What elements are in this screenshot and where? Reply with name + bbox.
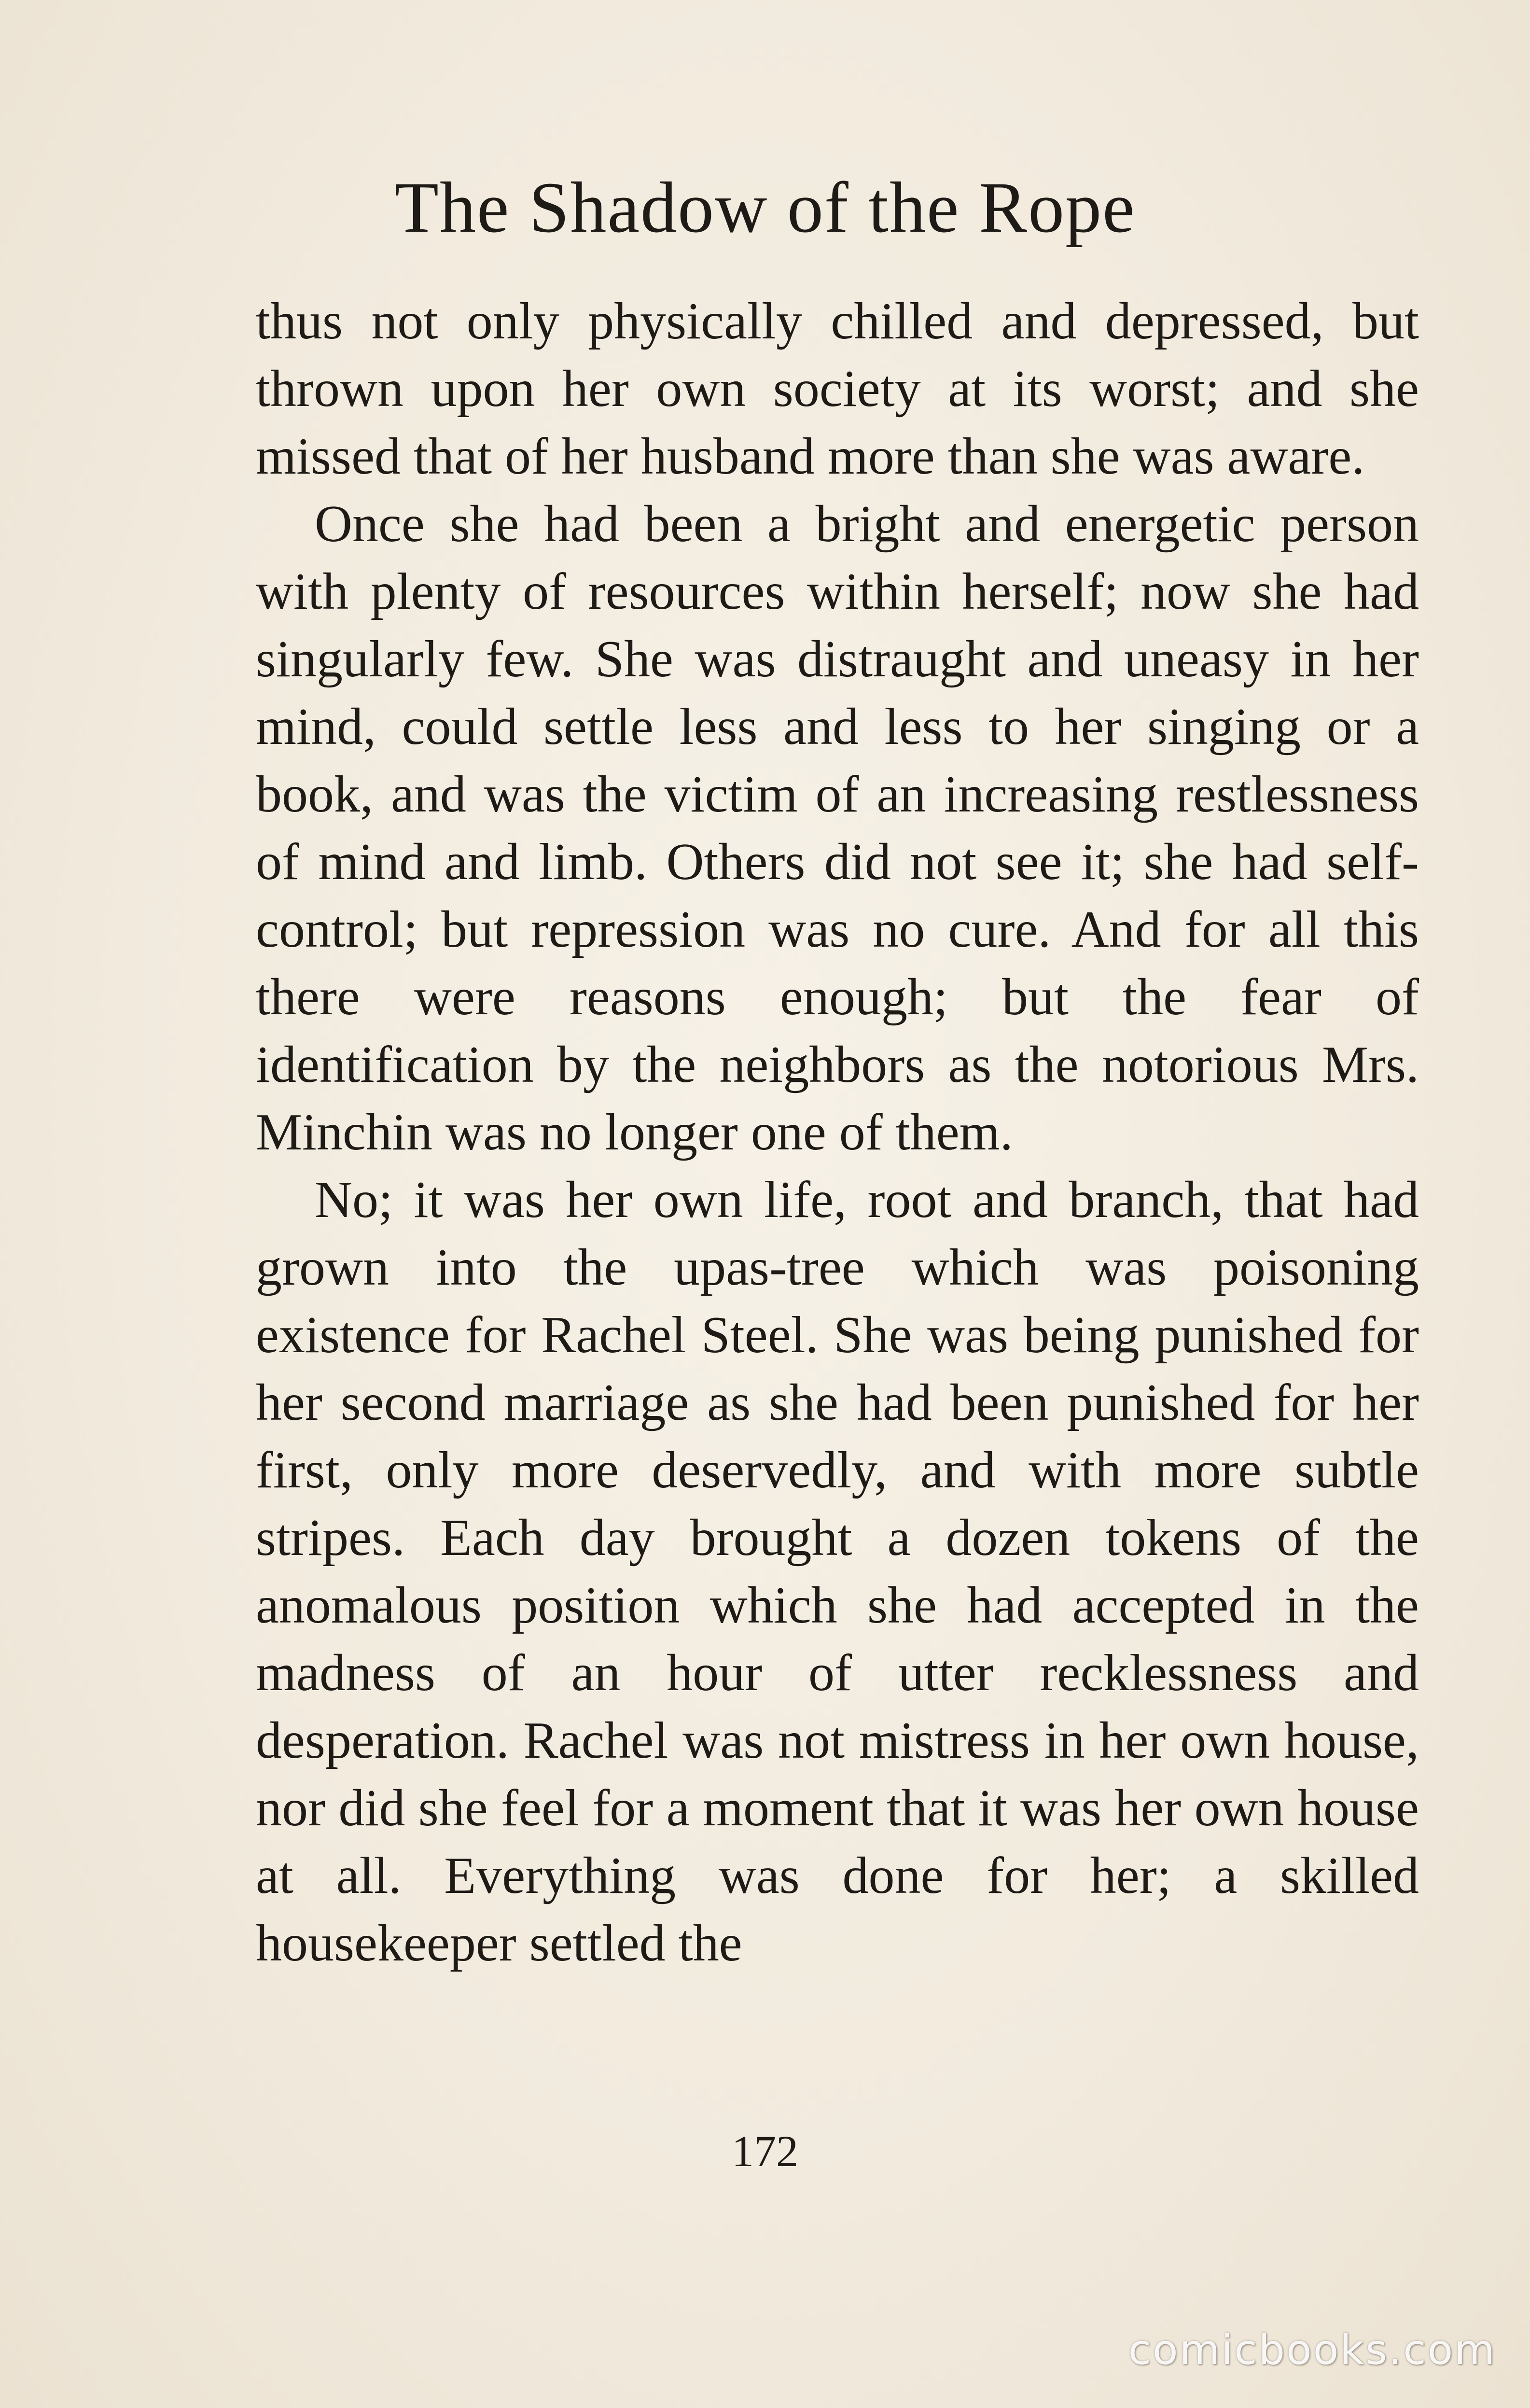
body-text [256,288,1419,1977]
running-head: The Shadow of the Rope [394,168,1136,248]
paragraph-3: No; it was her own life, root and branch, that had grown into the upas-tree which was poisoning existence for Rachel Steel. She was being punished for her second marriage as she had been punished for her first, only more deservedly, and with more subtle stripes. Each day brought a dozen tokens of the anomalous position which she had accepted in the madness of an hour of utter recklessness and desperation. Rachel was not mistress in her own house, nor did she feel for a moment that it was her own house at all. Everything was done for her; a skilled housekeeper settled the [256,1171,1419,1972]
paragraph-1: thus not only physically chilled and depressed, but thrown upon her own society at its worst; and she missed that of her husband more than she was aware. [256,293,1419,485]
paragraph-2: Once she had been a bright and energetic person with plenty of resources within herself; now she had singularly few. She was distraught and uneasy in her mind, could settle less and less to her singing or a book, and was the victim of an increasing restlessness of mind and limb. Others did not see it; she had self-control; but repression was no cure. And for all this there were reasons enough; but the fear of identification by the neighbors as the notorious Mrs. Minchin was no longer one of them. [256,495,1419,1161]
page-number: 172 [732,2127,798,2176]
watermark: comicbooks.com [1128,2326,1496,2374]
